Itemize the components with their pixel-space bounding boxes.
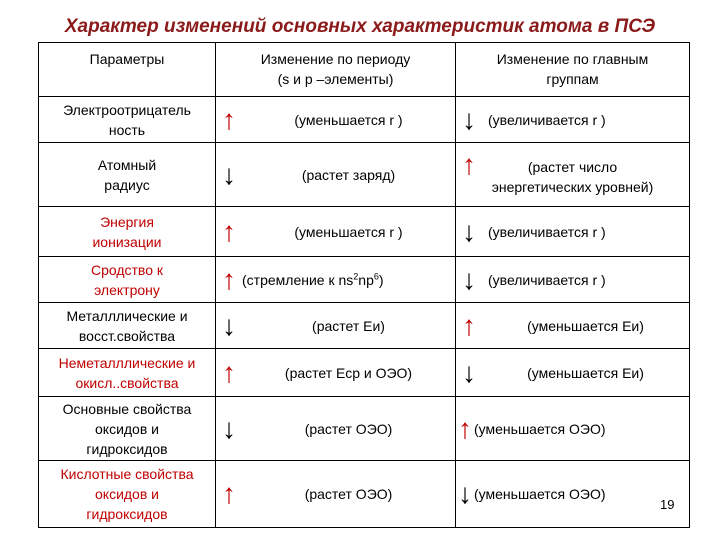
period-cell: ↑ (растет ОЭО) bbox=[216, 461, 456, 528]
period-cell: ↑ (стремление к $ns^2np^6$) bbox=[216, 257, 456, 303]
group-cell: ↑ (растет число энергетических уровней) bbox=[456, 143, 690, 207]
group-cell: ↓ (увеличивается r ) bbox=[456, 207, 690, 257]
group-cell: ↑ (уменьшается ОЭО) bbox=[456, 397, 690, 461]
table-row bbox=[39, 303, 690, 349]
arrow-down-icon: ↓ bbox=[222, 412, 236, 444]
header-groups: Изменение по главным группам bbox=[456, 43, 690, 97]
properties-table bbox=[38, 42, 690, 528]
table-row bbox=[39, 349, 690, 397]
table-row bbox=[39, 397, 690, 461]
arrow-up-icon: ↑ bbox=[462, 309, 476, 341]
group-cell: ↓ (увеличивается r ) bbox=[456, 97, 690, 143]
arrow-down-icon: ↓ bbox=[462, 103, 476, 135]
period-cell: ↑ (уменьшается r ) bbox=[216, 207, 456, 257]
param-ionization-energy: Энергия ионизации bbox=[39, 207, 216, 257]
param-metallic-properties: Металллические и восст.свойства bbox=[39, 303, 216, 349]
period-cell: ↓ (растет заряд) bbox=[216, 143, 456, 207]
arrow-up-icon: ↑ bbox=[222, 478, 236, 509]
group-cell: ↓ (уменьшается ОЭО) bbox=[456, 461, 690, 528]
arrow-down-icon: ↓ bbox=[458, 478, 472, 509]
table-row bbox=[39, 97, 690, 143]
table-row bbox=[39, 207, 690, 257]
param-atomic-radius: Атомный радиус bbox=[39, 143, 216, 207]
table-row bbox=[39, 143, 690, 207]
arrow-down-icon: ↓ bbox=[222, 158, 236, 190]
arrow-down-icon: ↓ bbox=[222, 309, 236, 341]
slide-title: Характер изменений основных характеристик атома в ПСЭ bbox=[64, 16, 656, 37]
arrow-up-icon: ↑ bbox=[222, 356, 236, 388]
table-row bbox=[39, 461, 690, 528]
arrow-down-icon: ↓ bbox=[462, 356, 476, 388]
arrow-up-icon: ↑ bbox=[458, 412, 472, 444]
group-cell: ↓ (уменьшается Еи) bbox=[456, 349, 690, 397]
header-row bbox=[39, 43, 690, 97]
period-cell: ↑ (растет Еср и ОЭО) bbox=[216, 349, 456, 397]
arrow-down-icon: ↓ bbox=[462, 215, 476, 247]
arrow-up-icon: ↑ bbox=[222, 215, 236, 247]
arrow-up-icon: ↑ bbox=[222, 103, 236, 135]
arrow-down-icon: ↓ bbox=[462, 263, 476, 295]
period-cell: ↓ (растет Еи) bbox=[216, 303, 456, 349]
group-cell: ↓ (увеличивается r ) bbox=[456, 257, 690, 303]
param-electron-affinity: Сродство к электрону bbox=[39, 257, 216, 303]
arrow-up-icon: ↑ bbox=[222, 263, 236, 295]
header-period: Изменение по периоду (s и p –элементы) bbox=[216, 43, 456, 97]
table-row bbox=[39, 257, 690, 303]
param-basic-properties: Основные свойства оксидов и гидроксидов bbox=[39, 397, 216, 461]
group-cell: ↑ (уменьшается Еи) bbox=[456, 303, 690, 349]
arrow-up-icon: ↑ bbox=[462, 149, 476, 180]
param-acidic-properties: Кислотные свойства оксидов и гидроксидов bbox=[39, 461, 216, 528]
param-electronegativity: Электроотрицатель ность bbox=[39, 97, 216, 143]
header-param: Параметры bbox=[39, 43, 216, 97]
period-cell: ↑ (уменьшается r ) bbox=[216, 97, 456, 143]
period-cell: ↓ (растет ОЭО) bbox=[216, 397, 456, 461]
param-nonmetallic-properties: Неметалллические и окисл..свойства bbox=[39, 349, 216, 397]
page-number: 19 bbox=[660, 497, 675, 512]
